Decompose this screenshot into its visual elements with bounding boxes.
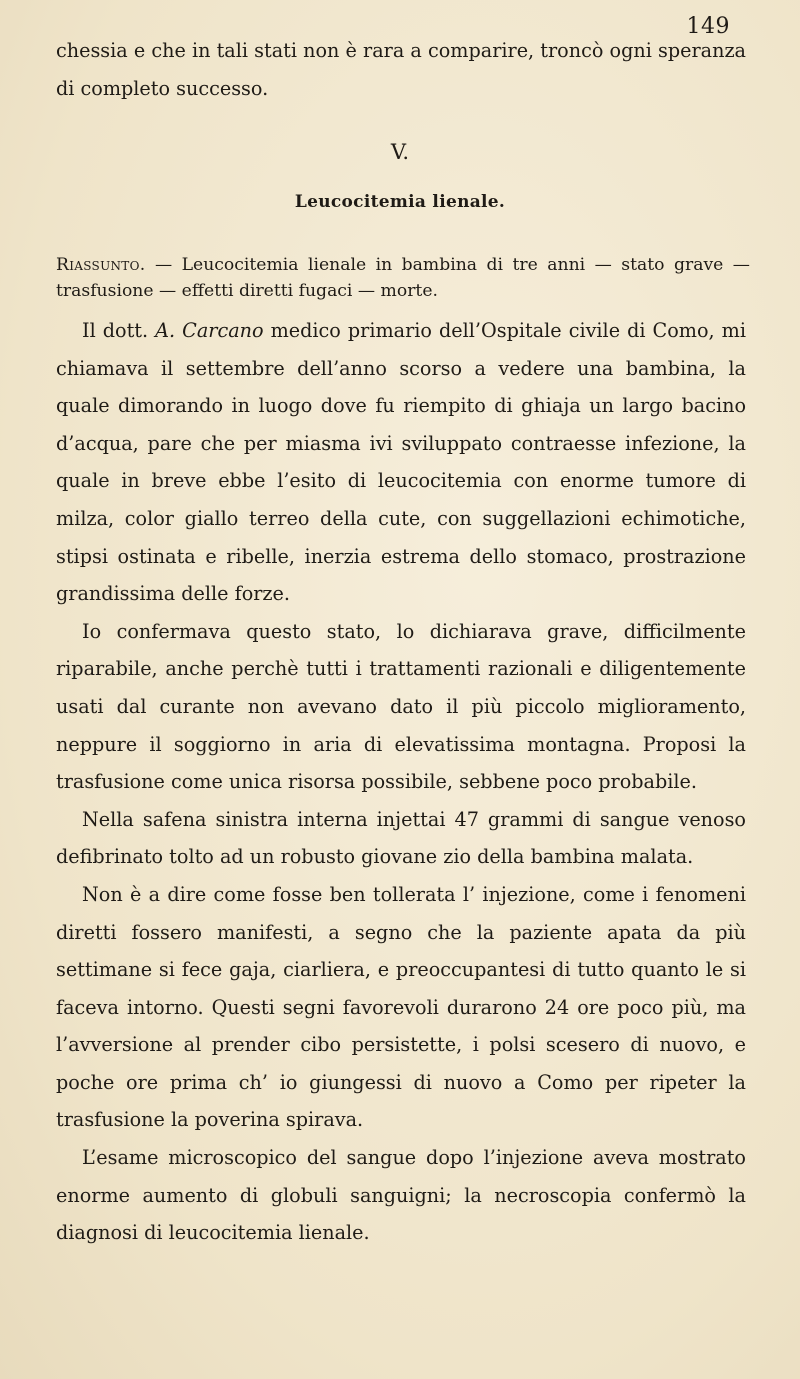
paragraph-3: Nella safena sinistra interna injettai 47 grammi di sangue venoso defibrinato tolto ad un robusto giovane zio della bambina malata. bbox=[56, 807, 746, 869]
paragraph-5: L’esame microscopico del sangue dopo l’injezione aveva mostrato enorme aumento di globuli sanguigni; la necroscopia confermò la diagnosi di leucocitemia lienale. bbox=[56, 1146, 746, 1245]
paragraph-1-before: Il dott. bbox=[82, 319, 156, 342]
paragraph-1 bbox=[56, 312, 746, 613]
paragraph-1-after: medico primario dell’Ospitale civile di Como, mi chiamava il settembre dell’anno scorso a vedere una bambina, la quale dimorando in luogo dove fu riempito di ghiaja un largo bacino d’acqua, pare che per miasma ivi sviluppato contraesse infezione, la quale in breve ebbe l’esito di leucocitemia con enorme tumore di milza, color giallo terreo della cute, con suggellazioni echimotiche, stipsi ostinata e ribelle, inerzia estrema dello stomaco, prostrazione grandissima delle forze. bbox=[56, 319, 746, 606]
paragraph-2: Io confermava questo stato, lo dichiarava grave, difficilmente riparabile, anche perchè tutti i trattamenti razionali e diligentemente usati dal curante non avevano dato il più piccolo miglioramento, neppure il soggiorno in aria di elevatissima montagna. Proposi la trasfusione come unica risorsa possibile, sebbene poco probabile. bbox=[56, 619, 746, 794]
paragraph-4: Non è a dire come fosse ben tollerata l’ injezione, come i fenomeni diretti fossero manifesti, a segno che la paziente apata da più settimane si fece gaja, ciarliera, e preoccupantesi di tutto quanto le si faceva intorno. Questi segni favorevoli durarono 24 ore poco più, ma l’avversione al prender cibo persistette, i polsi scesero di nuovo, e poche ore prima ch’ io giungessi di nuovo a Como per ripeter la trasfusione la poverina spirava. bbox=[56, 882, 746, 1132]
page-number: 149 bbox=[686, 14, 730, 39]
body-text bbox=[56, 312, 746, 1252]
summary-lead: Riassunto. bbox=[56, 255, 146, 275]
section-number: V. bbox=[390, 140, 410, 164]
intro-paragraph: chessia e che in tali stati non è rara a comparire, troncò ogni speranza di completo successo. bbox=[56, 39, 746, 100]
section-title: Leucocitemia lienale. bbox=[294, 192, 506, 212]
summary-text: — Leucocitemia lienale in bambina di tre anni — stato grave — trasfusione — effetti diretti fugaci — morte. bbox=[56, 255, 750, 301]
summary-paragraph bbox=[56, 252, 750, 304]
doctor-name: A. Carcano bbox=[155, 319, 264, 342]
